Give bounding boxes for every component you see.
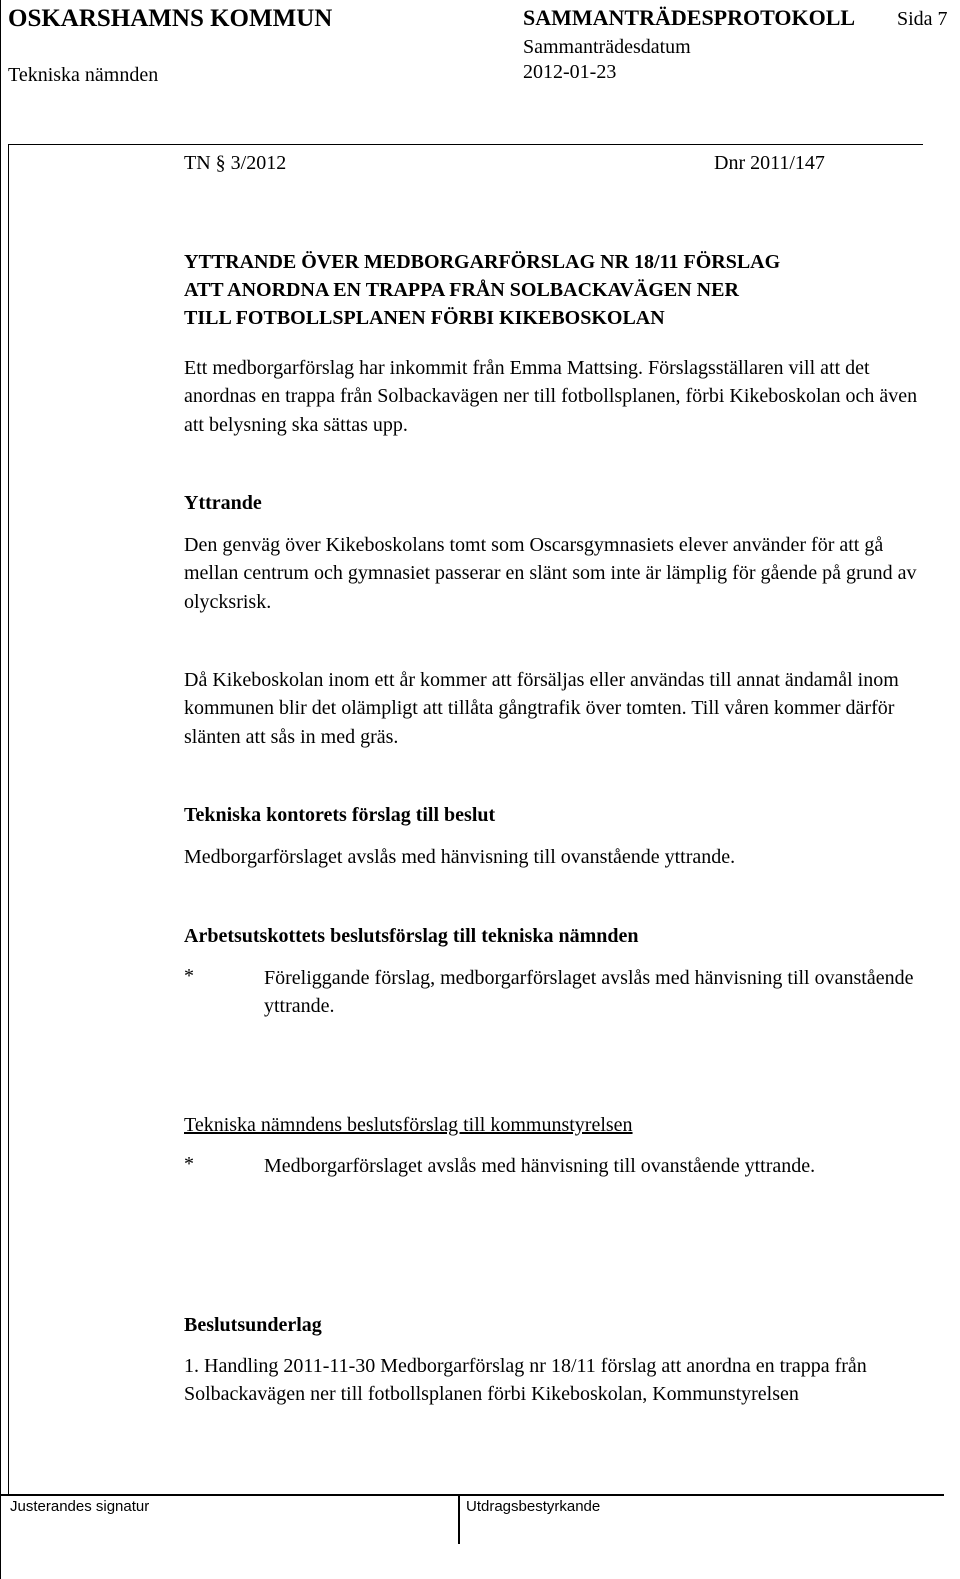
namnden-text: Medborgarförslaget avslås med hänvisning till ovanstående yttrande.: [264, 1155, 816, 1177]
yttrande-paragraph-2: Då Kikeboskolan inom ett år kommer att försäljas eller användas till annat ändamål inom kommunen blir det olämpligt att tillåta gångtrafik över tomten. Till våren kommer därför slänten att sås in med gräs.: [184, 669, 899, 748]
yttrande-heading: Yttrande: [184, 492, 262, 514]
footer-separator: [458, 1494, 460, 1544]
case-number: TN § 3/2012: [184, 152, 287, 174]
committee-name: Tekniska nämnden: [8, 64, 159, 86]
left-border: [0, 0, 1, 1579]
title-line-1: YTTRANDE ÖVER MEDBORGARFÖRSLAG NR 18/11 FÖRSLAG: [184, 251, 781, 273]
footer-divider: [0, 1494, 944, 1496]
dnr: Dnr 2011/147: [714, 152, 825, 174]
beslutsunderlag-heading: Beslutsunderlag: [184, 1314, 322, 1336]
beslutsunderlag-item-1: 1. Handling 2011-11-30 Medborgarförslag nr 18/11 förslag att anordna en trappa från Solbackavägen ner till fotbollsplanen förbi Kikeboskolan, Kommunstyrelsen: [184, 1355, 867, 1406]
meeting-date: 2012-01-23: [523, 61, 617, 83]
meeting-date-label: Sammanträdesdatum: [523, 36, 691, 58]
intro-paragraph: Ett medborgarförslag har inkommit från Emma Mattsing. Förslagsställaren vill att det anordnas en trappa från Solbackavägen ner till fotbollsplanen, förbi Kikeboskolan och även att belysning ska sättas upp.: [184, 357, 918, 436]
title-line-2: ATT ANORDNA EN TRAPPA FRÅN SOLBACKAVÄGEN NER: [184, 279, 739, 301]
left-margin-line: [8, 144, 9, 1494]
kontoret-heading: Tekniska kontorets förslag till beslut: [184, 804, 496, 826]
organization-name: OSKARSHAMNS KOMMUN: [8, 5, 333, 32]
header-divider: [8, 144, 923, 145]
arbetsutskottet-text: Föreliggande förslag, medborgarförslaget avslås med hänvisning till ovanstående yttrande.: [264, 967, 914, 1018]
namnden-bullet: *: [184, 1153, 194, 1175]
signature-label: Justerandes signatur: [10, 1498, 150, 1515]
namnden-heading: Tekniska nämndens beslutsförslag till kommunstyrelsen: [184, 1114, 633, 1136]
yttrande-paragraph-1: Den genväg över Kikeboskolans tomt som Oscarsgymnasiets elever använder för att gå mellan centrum och gymnasiet passerar en slänt som inte är lämplig för gående på grund av olycksrisk.: [184, 534, 917, 613]
document-type: SAMMANTRÄDESPROTOKOLL: [523, 5, 856, 30]
arbetsutskottet-bullet: *: [184, 965, 194, 987]
title-line-3: TILL FOTBOLLSPLANEN FÖRBI KIKEBOSKOLAN: [184, 307, 665, 329]
certified-label: Utdragsbestyrkande: [466, 1498, 601, 1515]
page-number: Sida 7: [897, 8, 948, 30]
arbetsutskottet-heading: Arbetsutskottets beslutsförslag till tekniska nämnden: [184, 925, 639, 947]
kontoret-text: Medborgarförslaget avslås med hänvisning till ovanstående yttrande.: [184, 846, 736, 868]
